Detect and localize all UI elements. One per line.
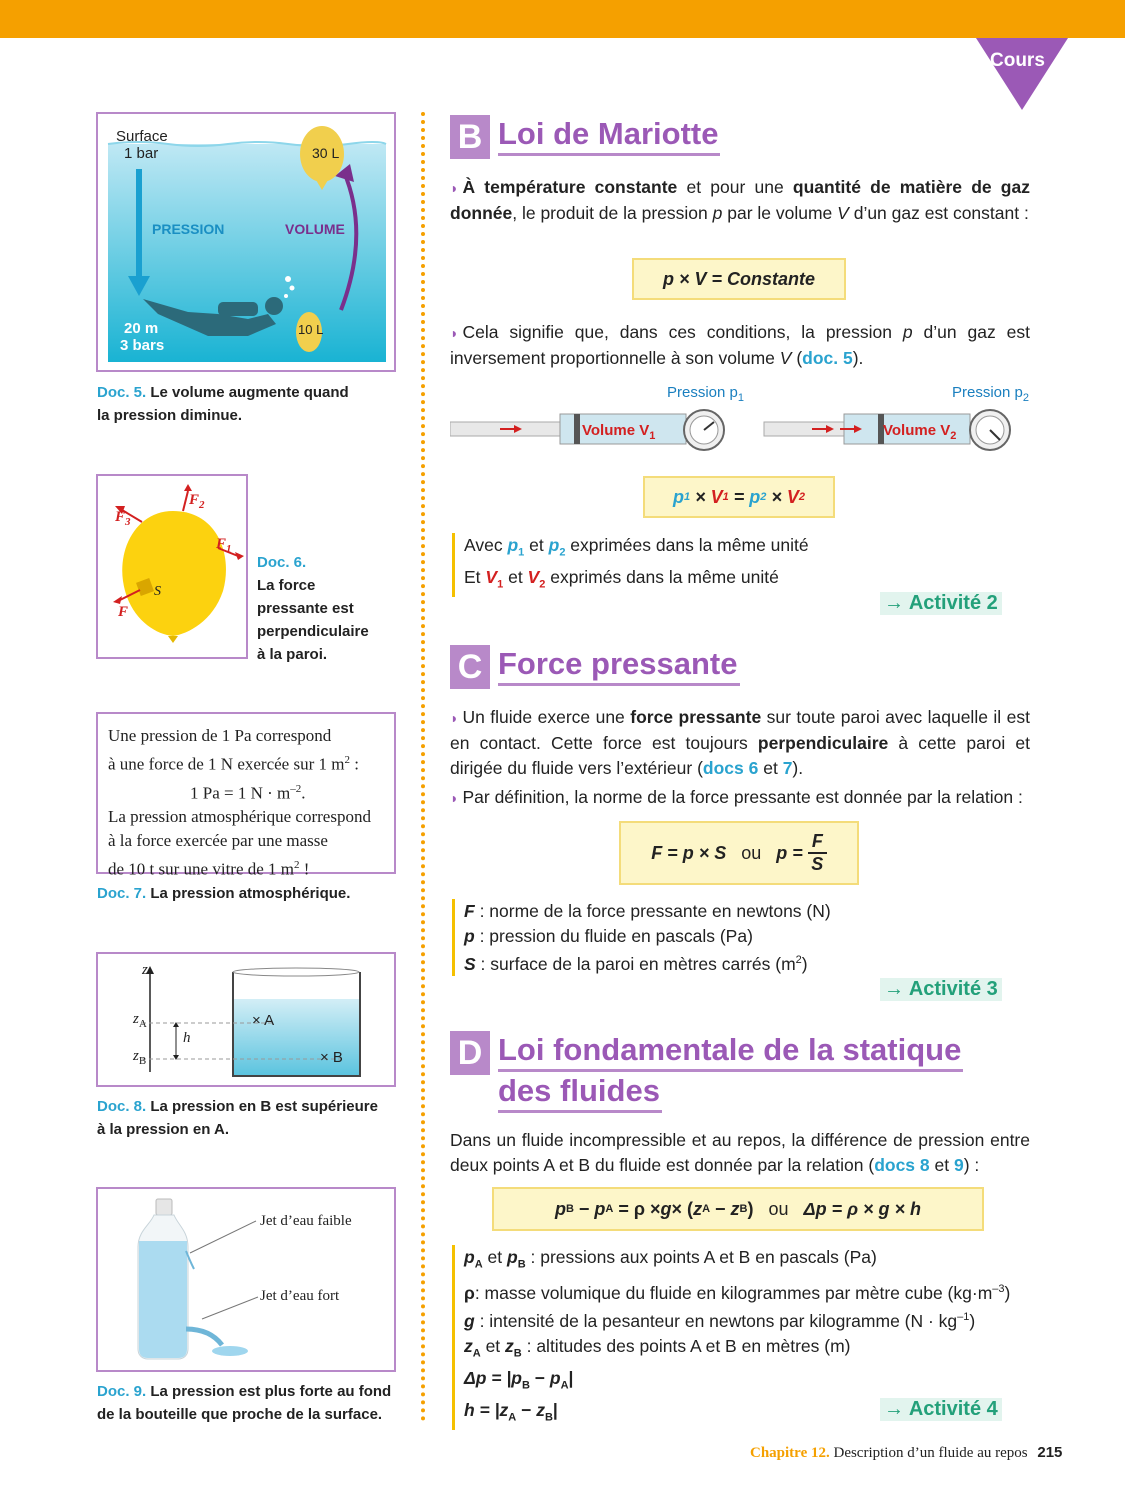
column-divider xyxy=(421,112,425,1422)
legend-d-line3: g : intensité de la pesanteur en newtons par kilogramme $(N \cdot kg^{-1})$ xyxy=(464,1311,976,1332)
legend-c-line1: F : norme de la force pressante en newtons (N) xyxy=(464,901,831,921)
doc9-figure xyxy=(96,1187,396,1372)
section-b-title: Loi de Mariotte xyxy=(498,115,720,156)
legend-b-line2: Et $V_1$ et $V_2$ exprimés dans la même unité xyxy=(464,567,779,591)
activity-2-link[interactable]: → Activité 2 xyxy=(880,592,1002,615)
legend-d-line1: $p_A$ et $p_B$ : pressions aux points A et B en pascals (Pa) xyxy=(464,1247,877,1271)
doc9-caption: Doc. 9. La pression est plus forte au fond de la bouteille que proche de la surface. xyxy=(97,1383,392,1423)
mariotte-formula: p × V = Constante xyxy=(632,258,846,300)
section-c-title: Force pressante xyxy=(498,645,740,686)
doc7-line1: Une pression de 1 Pa correspond xyxy=(108,726,332,745)
force-pressante-formula: F = p × S ou p = $\frac{F}{S}$ xyxy=(619,821,859,885)
force-f1-label: $F_1$ xyxy=(216,536,232,555)
pression-2-label: Pression $p_2$ xyxy=(952,384,1029,404)
volume-1-label: Volume $V_1$ xyxy=(582,422,656,442)
depth-pressure: 3 bars xyxy=(120,337,165,354)
surface-pressure: 1 bar xyxy=(124,145,159,162)
legend-c-line2: p : pression du fluide en pascals (Pa) xyxy=(464,925,753,946)
section-c-paragraph-2: ◗ Par définition, la norme de la force pressante est donnée par la relation : xyxy=(450,787,1023,807)
force-f3-label: $F_3$ xyxy=(115,509,131,528)
section-b-letter: B xyxy=(450,115,490,159)
legend-b-line1: Avec $p_1$ et $p_2$ exprimées dans la même unité xyxy=(464,535,809,559)
strong-jet-label: Jet d’eau fort xyxy=(260,1288,340,1304)
zb-label: $z_B$ xyxy=(133,1048,147,1067)
h-label: h xyxy=(183,1030,191,1046)
section-b-legend xyxy=(452,533,809,597)
doc7-line2: à une force de 1 N exercée sur 1 $m^2$ : xyxy=(108,754,359,774)
force-f-label: F xyxy=(118,604,129,620)
volume-2-label: Volume $V_2$ xyxy=(883,422,957,442)
statique-formula: p B − p A = ρ × g × ( z A − z B ) ou Δp = ρ × g × h xyxy=(492,1187,984,1231)
balloon-bottom-volume: 10 L xyxy=(298,322,324,337)
legend-d-line2: ρ: masse volumique du fluide en kilogrammes par mètre cube $(kg\cdot m^{-3})$ xyxy=(464,1282,1011,1303)
point-b-label: × B xyxy=(320,1049,343,1066)
cours-tab-label: Cours xyxy=(990,50,1045,71)
surface-s-label: S xyxy=(154,584,161,599)
section-b-heading xyxy=(450,115,720,159)
doc7-line4: La pression atmosphérique correspond xyxy=(108,807,371,827)
activity-3-link[interactable]: → Activité 3 xyxy=(880,978,1002,1001)
balloon-top-volume: 30 L xyxy=(312,145,340,161)
doc7-line5: à la force exercée par une masse xyxy=(108,831,328,851)
section-b-paragraph-1: ◗ À température constante et pour une quantité de matière de gaz donnée, le produit de la pression p par le volume V d’un gaz est constant : xyxy=(450,177,1030,223)
section-d-heading xyxy=(450,1031,963,1113)
section-b-paragraph-2: ◗ Cela signifie que, dans ces conditions, la pression p d’un gaz est inversement proportionnelle à son volume V (doc. 5). xyxy=(450,322,1030,368)
section-c-paragraph-1: ◗ Un fluide exerce une force pressante sur toute paroi avec laquelle il est en contact. Cette force est toujours perpendiculaire à cette paroi et dirigée du fluide vers l’extérieur (docs 6 et 7). xyxy=(450,707,1030,778)
section-d-title: Loi fondamentale de la statique des fluides xyxy=(498,1031,963,1113)
doc7-box xyxy=(96,712,396,879)
weak-jet-label: Jet d’eau faible xyxy=(260,1213,352,1229)
footer-title: Description d’un fluide au repos xyxy=(833,1445,1028,1461)
section-c-letter: C xyxy=(450,645,490,689)
legend-c-line3: S : surface de la paroi en mètres carrés $(m^2)$ xyxy=(464,953,808,974)
section-c-legend xyxy=(452,899,831,976)
axis-z-label: z xyxy=(142,962,148,978)
mariotte-formula-2: p 1 × V 1 = p 2 × V 2 xyxy=(643,476,835,518)
doc5-caption: Doc. 5. Le volume augmente quand la pression diminue. xyxy=(97,384,349,424)
legend-d-line4: $z_A$ et $z_B$ : altitudes des points A et B en mètres (m) xyxy=(464,1335,851,1360)
page-footer xyxy=(750,1444,1062,1462)
top-banner xyxy=(0,0,1125,38)
legend-d-line6: $h = |z_A - z_B|$ xyxy=(464,1399,558,1424)
doc5-figure xyxy=(96,112,396,372)
doc7-line6: de 10 t sur une vitre de 1 $m^2$ ! xyxy=(108,859,310,879)
doc6-figure xyxy=(96,474,248,659)
doc8-figure xyxy=(96,952,396,1087)
balloon-forces-illustration xyxy=(98,476,246,657)
section-d-letter: D xyxy=(450,1031,490,1075)
depth-label: 20 m xyxy=(124,320,159,337)
cours-tab-triangle xyxy=(976,38,1068,110)
doc7-caption: Doc. 7. La pression atmosphérique. xyxy=(97,885,351,902)
volume-arrow-label: VOLUME xyxy=(285,221,345,237)
doc8-caption: Doc. 8. La pression en B est supérieure à la pression en A. xyxy=(97,1098,378,1138)
page-number: 215 xyxy=(1037,1444,1063,1461)
pression-1-label: Pression $p_1$ xyxy=(667,384,744,404)
legend-d-line5: $\Delta p = |p_B - p_A|$ xyxy=(464,1367,574,1392)
doc6-caption: Doc. 6. La force pressante est perpendiculaire à la paroi. xyxy=(257,554,369,663)
activity-4-link[interactable]: → Activité 4 xyxy=(880,1398,1002,1421)
force-f2-label: $F_2$ xyxy=(189,492,205,511)
za-label: $z_A$ xyxy=(133,1011,147,1030)
footer-chapter: Chapitre 12. xyxy=(750,1445,830,1461)
doc7-line3: 1 Pa = 1 $N \cdot m^{-2}$. xyxy=(190,782,306,803)
section-c-heading xyxy=(450,645,740,689)
section-d-paragraph: Dans un fluide incompressible et au repos, la différence de pression entre deux points A et B du fluide est donnée par la relation (docs 8 et 9) : xyxy=(450,1130,1030,1175)
point-a-label: × A xyxy=(252,1012,275,1029)
surface-label: Surface xyxy=(116,128,168,145)
pression-arrow-label: PRESSION xyxy=(152,221,225,237)
